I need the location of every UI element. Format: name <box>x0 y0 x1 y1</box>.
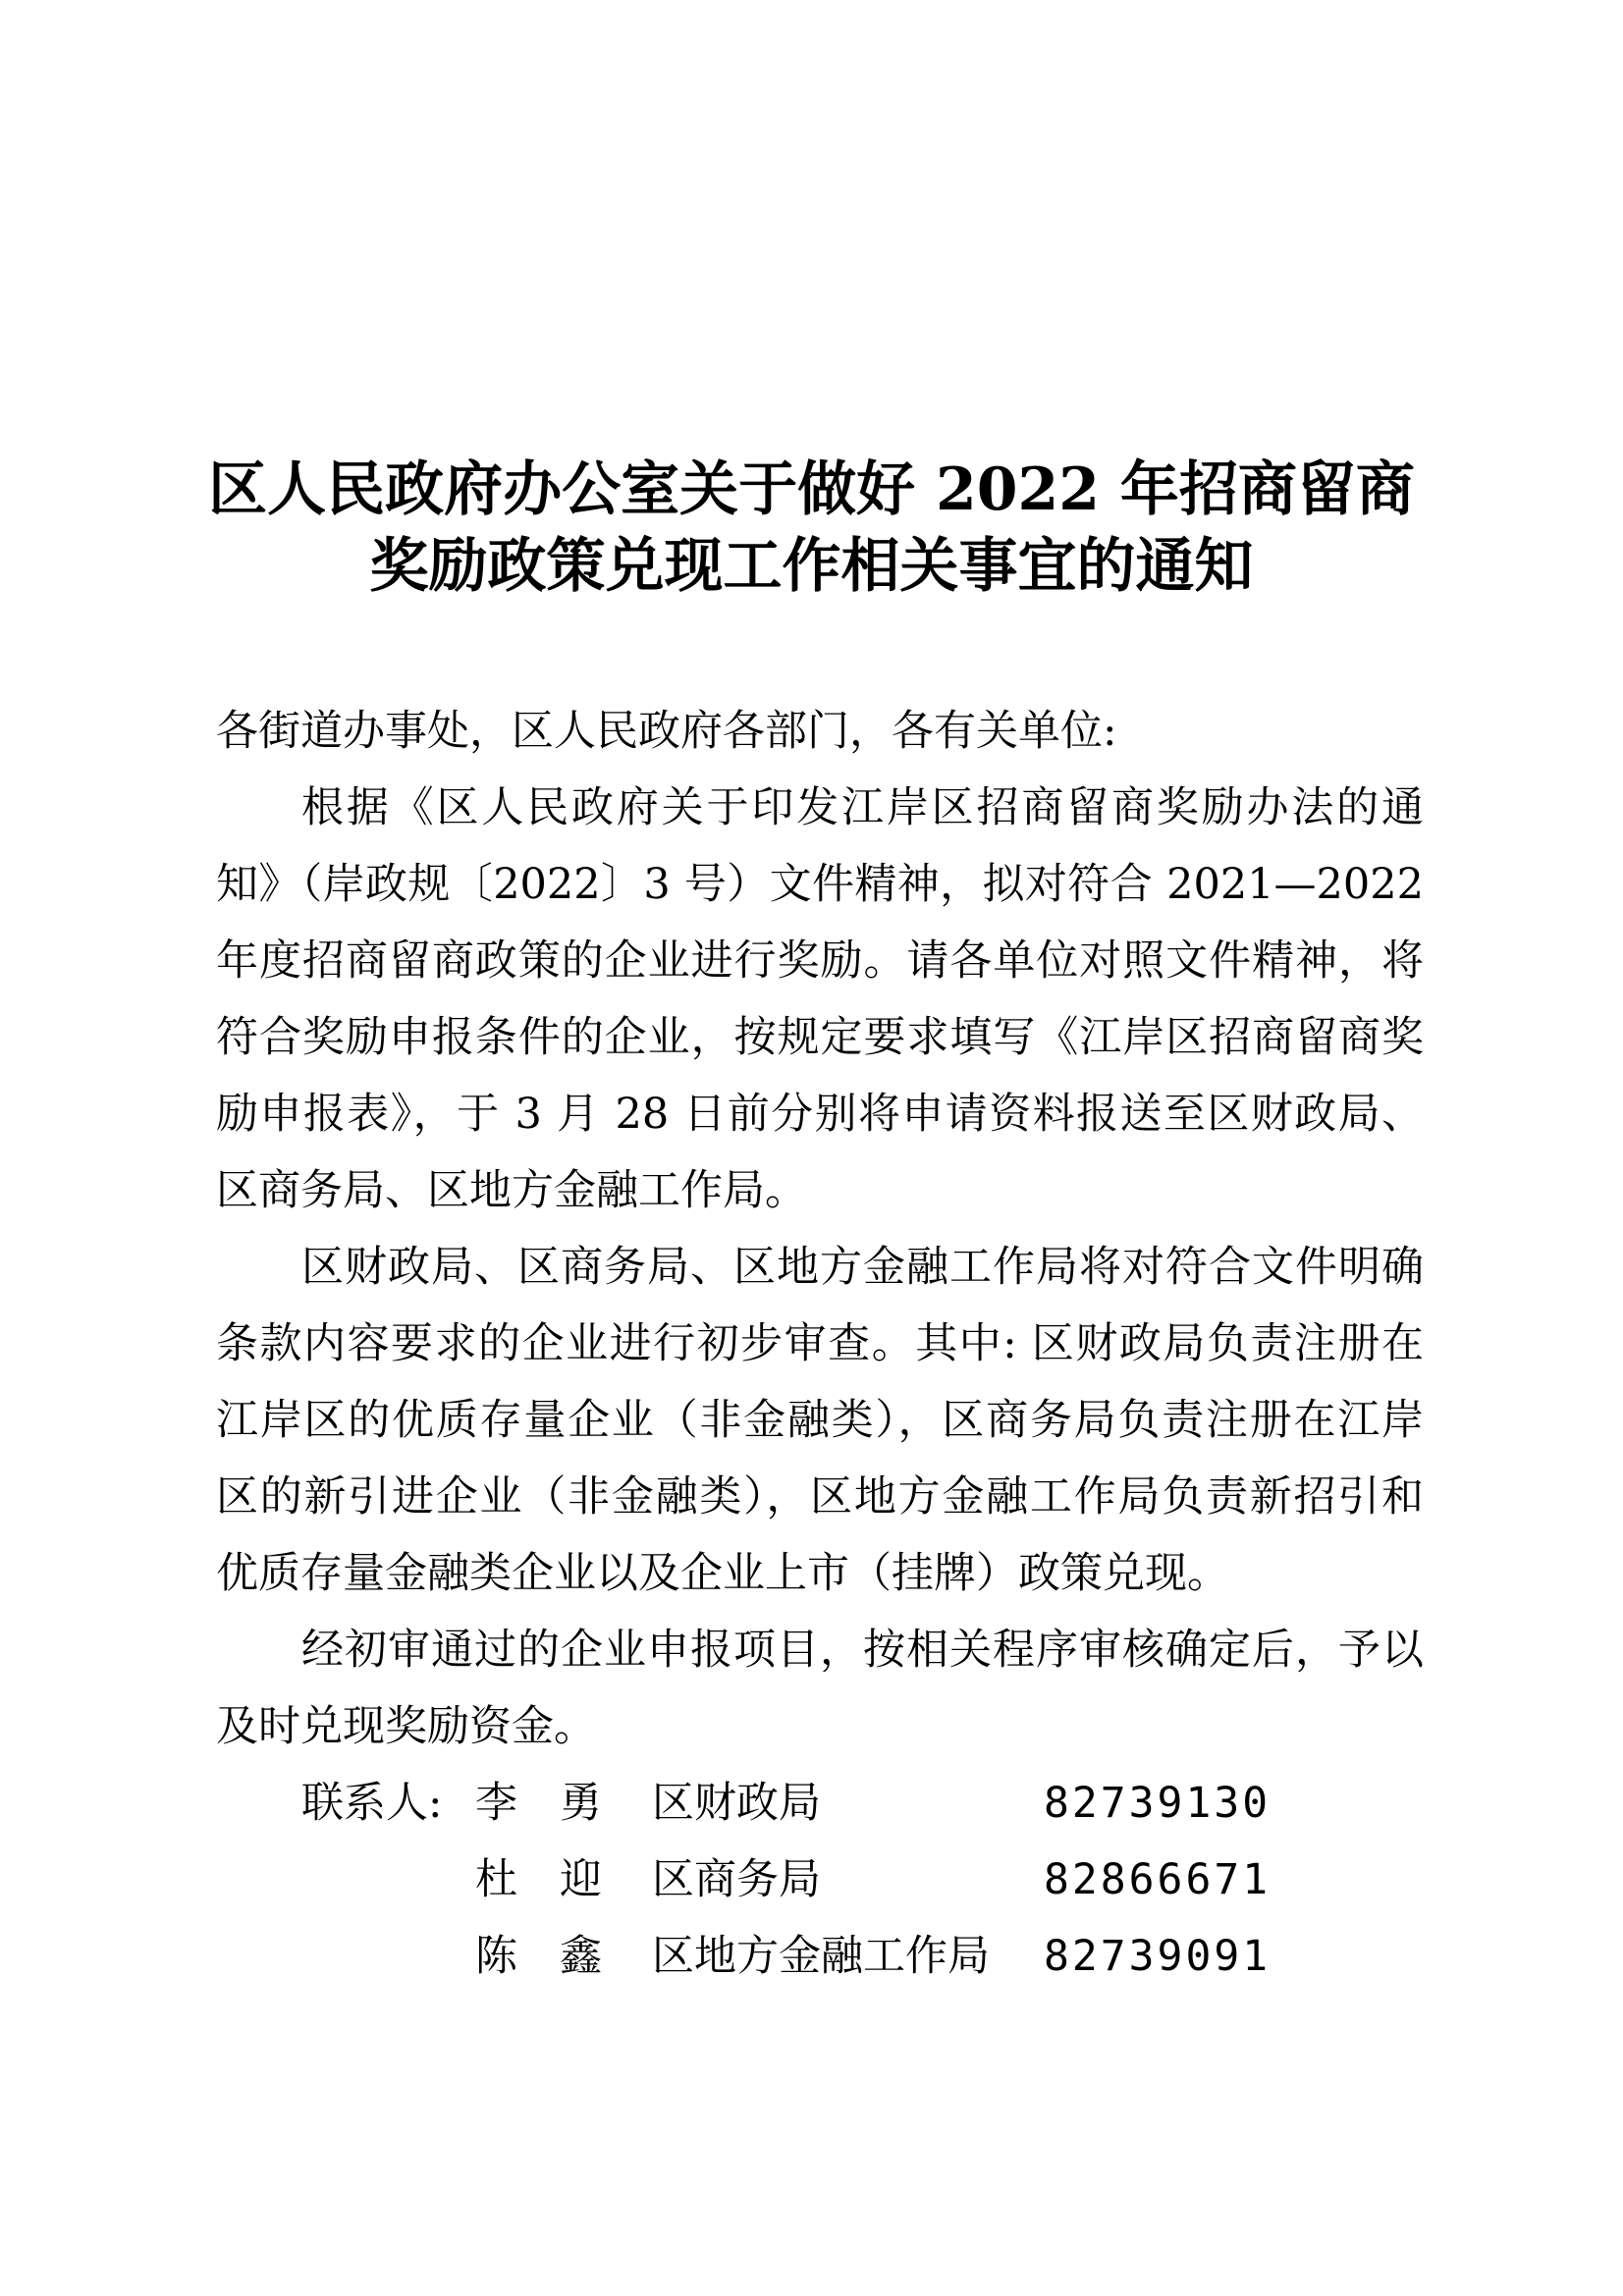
paragraph-3-line-2: 及时兑现奖励资金。 <box>216 1702 596 1751</box>
paragraph-2-line-5: 优质存量金融类企业以及企业上市（挂牌）政策兑现。 <box>216 1549 1229 1598</box>
paragraph-1-line-3: 年度招商留商政策的企业进行奖励。请各单位对照文件精神，将 <box>216 936 1424 986</box>
document-title-line-2: 奖励政策兑现工作相关事宜的通知 <box>369 532 1254 601</box>
contact-dept: 区地方金融工作局 <box>652 1932 990 1981</box>
contact-phone: 82866671 <box>1044 1855 1271 1904</box>
paragraph-1-line-1: 根据《区人民政府关于印发江岸区招商留商奖励办法的通 <box>301 783 1424 832</box>
contacts-label: 联系人: <box>301 1779 443 1828</box>
contact-name: 李 勇 <box>475 1779 602 1828</box>
salutation: 各街道办事处，区人民政府各部门，各有关单位: <box>216 707 1117 756</box>
paragraph-1-line-4: 符合奖励申报条件的企业，按规定要求填写《江岸区招商留商奖 <box>216 1013 1424 1062</box>
paragraph-3-line-1: 经初审通过的企业申报项目，按相关程序审核确定后，予以 <box>301 1626 1424 1675</box>
contact-name: 陈 鑫 <box>475 1932 602 1981</box>
paragraph-1-line-6: 区商务局、区地方金融工作局。 <box>216 1166 807 1215</box>
paragraph-1-line-5: 励申报表》，于 3 月 28 日前分别将申请资料报送至区财政局、 <box>216 1090 1424 1139</box>
contact-dept: 区财政局 <box>652 1779 821 1828</box>
paragraph-2-line-3: 江岸区的优质存量企业（非金融类），区商务局负责注册在江岸 <box>216 1396 1424 1445</box>
contact-phone: 82739091 <box>1044 1932 1271 1981</box>
contact-name: 杜 迎 <box>475 1855 602 1904</box>
paragraph-2-line-4: 区的新引进企业（非金融类），区地方金融工作局负责新招引和 <box>216 1472 1424 1522</box>
document-title-line-1: 区人民政府办公室关于做好 2022 年招商留商 <box>208 455 1415 524</box>
paragraph-2-line-1: 区财政局、区商务局、区地方金融工作局将对符合文件明确 <box>301 1243 1424 1292</box>
paragraph-2-line-2: 条款内容要求的企业进行初步审查。其中: 区财政局负责注册在 <box>216 1319 1424 1368</box>
contact-dept: 区商务局 <box>652 1855 821 1904</box>
contact-phone: 82739130 <box>1044 1779 1271 1828</box>
paragraph-1-line-2: 知》（岸政规〔2022〕3 号）文件精神，拟对符合 2021—2022 <box>216 860 1424 909</box>
